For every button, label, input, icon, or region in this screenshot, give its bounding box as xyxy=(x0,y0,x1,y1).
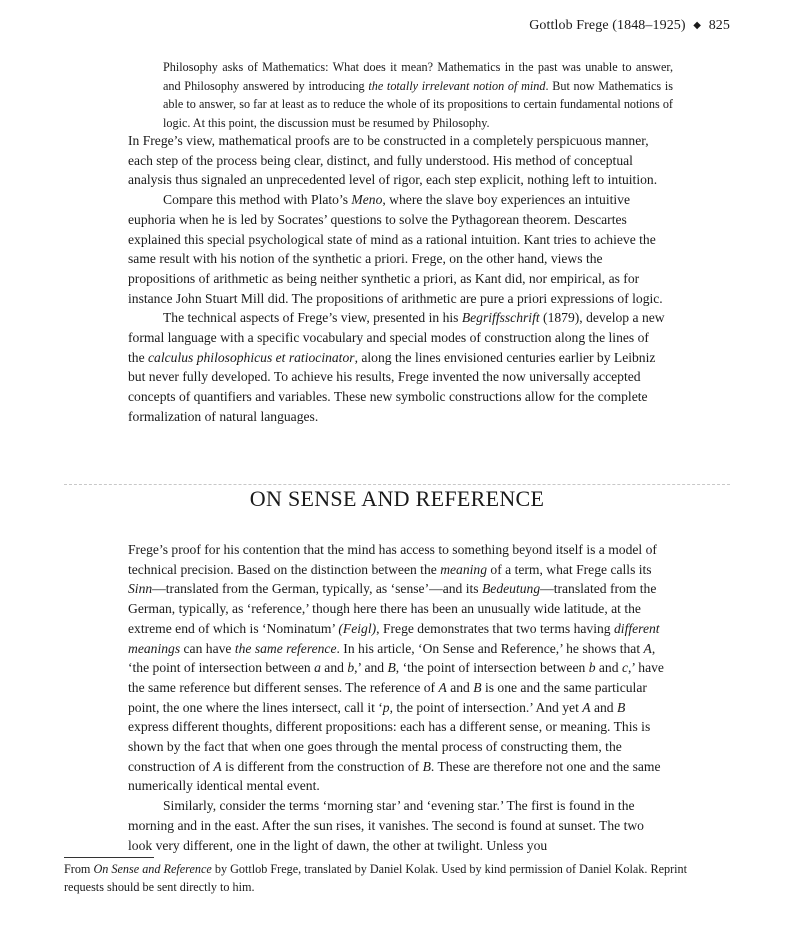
text-run: B xyxy=(387,660,396,676)
diamond-icon: ◆ xyxy=(693,20,702,31)
text-run: p xyxy=(382,699,390,715)
text-run: by Gottlob Frege, translated by Daniel Kolak. Used by kind permission of Daniel Kolak. Reprint requests should be sent directly to him. xyxy=(64,862,688,894)
text-run: and xyxy=(320,660,348,676)
text-run: (1879), develop a new formal language with a specific vocabulary and special modes of construction along the lines of the xyxy=(128,310,665,365)
latin-term: calculus philosophicus et ratiocinator xyxy=(148,349,355,365)
text-run: and xyxy=(446,679,474,695)
footnote-rule xyxy=(64,857,154,858)
text-run: A xyxy=(213,758,222,774)
text-run: , Frege demonstrates that two terms having xyxy=(376,620,614,636)
text-run: , ‘the point of intersection between xyxy=(395,660,589,676)
text-run: From xyxy=(64,862,94,876)
text-run: and xyxy=(595,660,622,676)
paragraph xyxy=(128,540,668,796)
page-number: 825 xyxy=(708,18,730,33)
quote-text: . But now Mathematics is able to answer, so far at least as to reduce the whole of its propositions to certain fundamental notions of logic. At this point, the discussion must be resumed by Philosophy. xyxy=(163,78,673,130)
text-run: (Feigl) xyxy=(338,620,377,636)
text-run: B xyxy=(422,758,431,774)
text-run: c xyxy=(621,660,628,676)
footnote xyxy=(64,860,724,896)
text-run: ,’ have the same reference but different senses. The reference of xyxy=(128,660,664,695)
text-run: The technical aspects of Frege’s view, presented in his xyxy=(163,310,462,326)
text-run: is different from the construction of xyxy=(221,758,423,774)
paragraph: In Frege’s view, mathematical proofs are to be constructed in a completely perspicuous manner, each step of the process being clear, distinct, and fully understood. His method of conceptual analysis thus signaled an unprecedented level of rigor, each step explicit, nothing left to intuition. xyxy=(128,133,658,188)
section-heading: ON SENSE AND REFERENCE xyxy=(249,486,545,511)
running-head-title: Gottlob Frege (1848–1925) xyxy=(529,18,686,33)
text-run: can have xyxy=(180,640,235,656)
text-run: A xyxy=(582,699,591,715)
text-run: the same reference xyxy=(234,640,337,656)
text-run: meaning xyxy=(440,561,488,577)
quote-emphasis: the totally irrelevant notion of mind xyxy=(368,78,546,93)
book-title-meno: Meno xyxy=(351,192,383,208)
text-run: a xyxy=(314,660,321,676)
text-run: Frege’s proof for his contention that the mind has access to something beyond itself is a model of technical precision. Based on the distinction between the xyxy=(128,542,657,577)
text-run: A xyxy=(643,640,652,656)
text-run: . In his article, ‘On Sense and Reference,’ he shows that xyxy=(336,640,644,656)
text-run: , along the lines envisioned centuries earlier by Leibniz but never fully developed. To achieve his results, Frege invented the now universally accepted concepts of quantifiers and variables. These new symbolic constructions allow for the complete formalization of natural languages. xyxy=(128,349,656,424)
book-title-begriffsschrift: Begriffsschrift xyxy=(461,310,540,326)
text-run: B xyxy=(473,679,482,695)
text-run: express different thoughts, different propositions: each has a different sense, or meaning. This is shown by the fact that when one goes through the mental process of constructing them, the construction of xyxy=(128,719,651,774)
paragraph xyxy=(128,308,668,426)
paragraph xyxy=(128,190,668,308)
text-run: , where the slave boy experiences an intuitive euphoria when he is led by Socrates’ questions to solve the Pythagorean theorem. Descartes explained this special psychological state of mind as a rational intuition. Kant tries to achieve the same result with his notion of the synthetic a priori. Frege, on the other hand, views the propositions of arithmetic as being neither synthetic a priori, as Kant did, nor empirical, as for instance John Stuart Mill did. The propositions of arithmetic are pure a priori expressions of logic. xyxy=(128,192,663,306)
text-run: b xyxy=(347,660,355,676)
paragraph: Similarly, consider the terms ‘morning star’ and ‘evening star.’ The first is found in the morning and in the east. After the sun rises, it vanishes. The second is found at sunset. The two look very different, one in the light of dawn, the other at twilight. Unless you xyxy=(128,798,644,853)
quote-text: Philosophy asks of Mathematics: What does it mean? Mathematics in the past was unable to answer, and Philosophy answered by introducing xyxy=(163,60,673,93)
source-title: On Sense and Reference xyxy=(93,862,212,876)
text-run: ,’ and xyxy=(354,660,388,676)
text-run: different meanings xyxy=(128,620,660,656)
running-head xyxy=(529,18,730,34)
section-divider xyxy=(64,484,730,485)
text-run: —translated from the German, typically, as ‘sense’—and its xyxy=(152,581,482,597)
text-run: , the point of intersection.’ And yet xyxy=(389,699,583,715)
text-run: of a term, what Frege calls its xyxy=(487,561,652,577)
text-run: b xyxy=(588,660,596,676)
text-run: A xyxy=(438,679,447,695)
intro-section xyxy=(128,131,668,427)
text-run: is one and the same particular point, the one where the lines intersect, call it ‘ xyxy=(128,679,647,715)
block-quote xyxy=(163,58,673,132)
text-run: . These are therefore not one and the same numerically identical mental event. xyxy=(128,758,661,794)
text-run: B xyxy=(617,699,626,715)
text-run: , ‘the point of intersection between xyxy=(128,640,656,676)
text-run: Compare this method with Plato’s xyxy=(163,192,352,208)
text-run: and xyxy=(590,699,618,715)
text-run: Sinn xyxy=(128,581,153,597)
sense-reference-section xyxy=(128,540,668,855)
text-run: —translated from the German, typically, as ‘reference,’ though here there has been an unusually wide latitude, at the extreme end of which is ‘Nominatum’ xyxy=(128,581,657,636)
text-run: Bedeutung xyxy=(481,581,541,597)
